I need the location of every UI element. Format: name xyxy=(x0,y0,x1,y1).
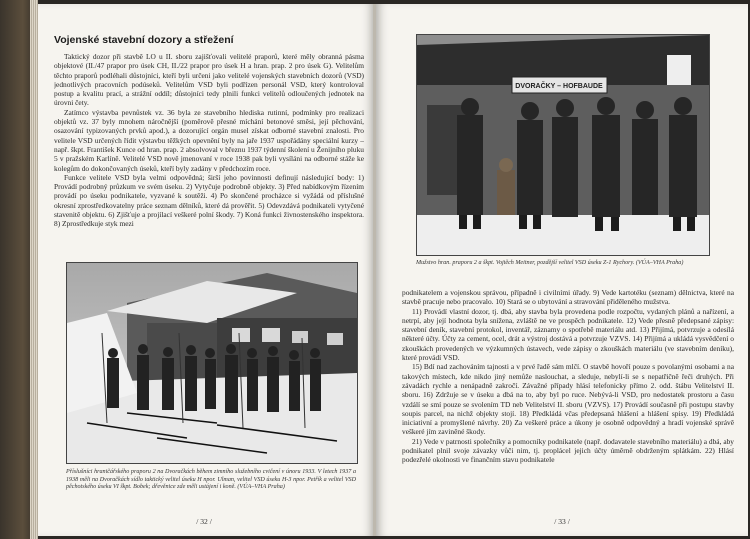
book-binding-left xyxy=(0,0,38,539)
hut-sign: DVORAČKY – HOFBAUDE xyxy=(515,83,603,90)
right-page xyxy=(376,4,748,536)
photo-soldiers-on-skis xyxy=(66,262,358,464)
right-photo-caption: Mužstvo hran. praporu 2 a škpt. Vojtěch Meitner, pozdější velitel VSD úseku Z-1 Rychory. (VÚA–VHA Praha) xyxy=(416,260,684,266)
page-number: / 33 / xyxy=(554,517,570,526)
paragraph: Taktický dozor při stavbě LO u II. sboru zajišťovali velitelé praporů, které měly obranná pásma objektové (II./47 prapor pro úsek CH, II./22 prapor pro úsek H a hran. prap. 2 pro úsek G). Velitelům těchto praporů podléhali důstojníci, kteří byli určeni jako velitelé vojenských stavebních dozorů (VSD) jednotlivých pracovních podúseků. Velitelům VSD byli podřízen personál VSD, který kontroloval postup a kvalitu prací, a strážní oddíl; důstojníci tedy plnili funkci velitelů odloučených jednotek na úrovni čety. xyxy=(54,52,364,108)
section-heading: Vojenské stavební dozory a střežení xyxy=(54,34,234,46)
page-number: / 32 / xyxy=(196,517,212,526)
photo-soldiers-at-hut xyxy=(416,34,710,256)
right-body-text xyxy=(402,288,734,518)
paragraph: 21) Vede v patrnosti společníky a pomocníky podnikatele (např. dodavatele stavebního materiálu) a dbá, aby podnikatel plnil svoje závazky vůči nim, tj. proplácel jejich účty úměrně obdrženým splátkám. 22) Hlásí podezřelé okolnosti ve finančním stavu podnikatele xyxy=(402,436,734,465)
paragraph: 11) Provádí vlastní dozor, tj. dbá, aby stavba byla provedena podle rozpočtu, vydaných plánů a nařízení, a netrpí, aby její hodnota byla snížena, zvláště ne ve prospěch podnikatele. 12) Vede přesně předepsané zápisy: stavební deník, stavební protokol, inventář, záznamy o spotřebě materiálu atd. 13) Přijímá, potvrzuje a odesílá některé účty. Účty za cement, ocel, drát a výstroj dostává a potvrzuje VZVS. 14) Přijímá a ukládá vysvědčení o zkouškách provedených ve výzkumných ústavech, vede zápisy o zkouškách materiálu (ve stavebním deníku), které provádí VSD. xyxy=(402,306,734,363)
page-edges xyxy=(30,0,38,539)
left-body-text xyxy=(54,52,364,262)
left-photo-caption: Příslušníci hraničářského praporu 2 na Dvoračkách během zimního služebního cvičení v únoru 1933. V letech 1937 a 1938 měli na Dvoračkách sídlo taktický velitel úseku H npor. Ulman, velitel VSD úseku H-3 npor. Petřík a velitel VSD pěchotského úseku VI škpt. Bobek; dřevěnice zde měli ustájení i koně. (VÚA–VHA Praha) xyxy=(66,469,356,491)
left-page xyxy=(38,4,374,536)
paragraph: podnikatelem a vojenskou správou, případně i civilními úřady. 9) Vede kartotéku (seznam) dělnictva, které na stavbě pracuje nebo pracovalo. 10) Stará se o ubytování a stravování přiděleného mužstva. xyxy=(402,288,734,307)
paragraph: 15) Bdí nad zachováním tajnosti a v prvé řadě sám mlčí. O stavbě hovoří pouze s povolanými osobami a na takových místech, kde nikdo jiný nemůže naslouchat, a sleduje, nebylí-li se s nepatřičně řeči druhých. Při závadách rychle a nenápadně zakročí. Závažné případy hlásí telefonicky přímo 2. odd. štábu Velitelství II. sboru. 16) Zdržuje se v úseku a dbá na to, aby byl po ruce. Nebývá-li VSD, pro nedostatek prostoru a času vzdálí se smí pouze se svolením TD neb Velitelství II. sboru (VZVS). 17) Provádí současně při postupu stavby soupis parcel, na nichž objekty stojí. 18) Předkládá včas předepsaná hlášení a hlášení spisy. 19) Předkládá iniciativní a promyšlené návrhy. 20) Za veškeré práce a úkony je osobně odpovědný a hradí vojenské správě veškeré jím zaviněné škody. xyxy=(402,362,734,437)
paragraph: Funkce velitele VSD byla velmi odpovědná; širší jeho povinnosti definují následující body: 1) Provádí podrobný průzkum ve svém úseku. 2) Vytyčuje podrobně objekty. 3) Před nabídkovým řízením provádí po úseku podnikatele, vyzvané k soutěži. 4) Po skončené procházce si vyžádá od příslušné okresní zprostředkovatelny práce seznam dělníků, které dá prověřit. 5) Odevzdává podnikateli vytyčené stavenitě objektu. 6) Zjišťuje a projílací veškeré polní škody. 7) Koná funkci živnostenského inspektora. 8) Zprostředkuje styk mezi xyxy=(54,172,364,229)
paragraph: Zatímco výstavba pevnůstek vz. 36 byla ze stavebního hlediska rutinní, podmínky pro realizaci objektů vz. 37 byly mnohem náročnější (poměrově přesné míchání betonové směsi, její pěchování, osazování typizovaných prvků apod.), a dozorující orgán musel získat odborné stavební znalosti. Pro velitele VSD určených řídit výstavbu těžkých opevnění byly na jaře 1937 uspořádány speciální kurzy – např. škpt. František Kunce od hran. prap. 2 absolvoval v březnu 1937 týdenní školení u Ženijního pluku 5 v pražském Karlíně. Velitelé VSD nově jmenovaní v roce 1938 pak byli vysíláni na odborné stáže ke kolegům do dokončovaných úseků, kteří byly zadány v předchozím roce. xyxy=(54,107,364,173)
